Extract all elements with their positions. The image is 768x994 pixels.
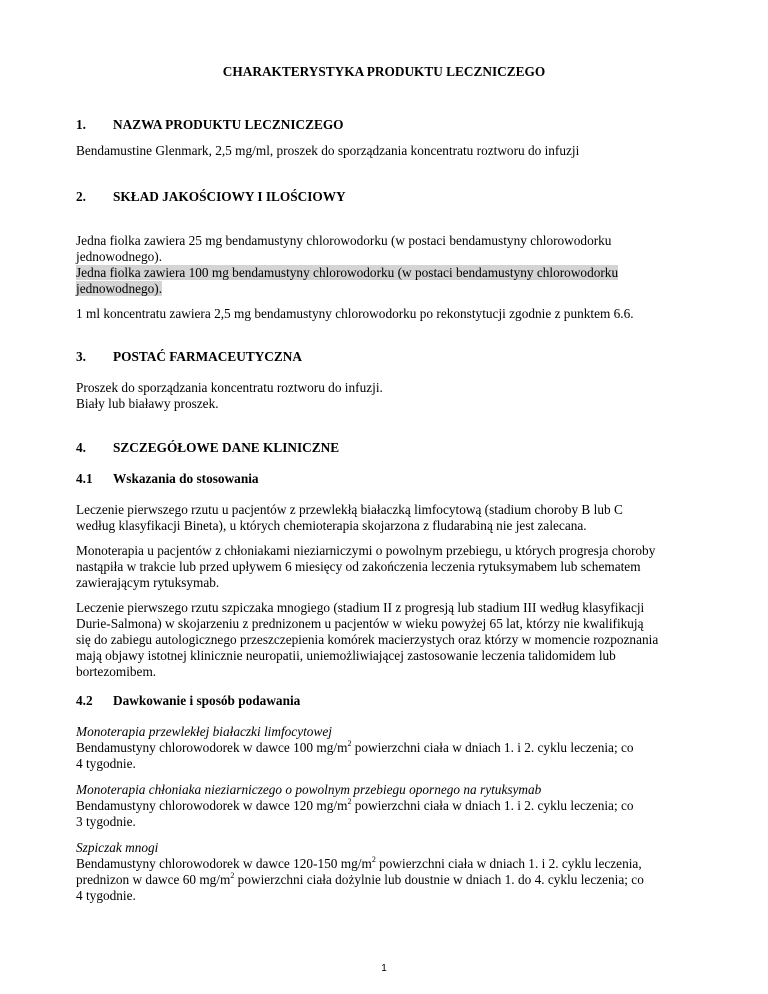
section-4-2-heading: [76, 693, 696, 709]
dosing-block-3-line1-post: powierzchni ciała w dniach 1. i 2. cyklu leczenia,: [375, 856, 642, 871]
section-2-p2-line1: Jedna fiolka zawiera 100 mg bendamustyny chlorowodorku (w postaci bendamustyny chlorowodorku: [76, 265, 619, 280]
section-4-heading: [76, 440, 696, 456]
section-4-1-paragraph-3: [76, 600, 696, 680]
section-2-p2-line2: jednowodnego).: [76, 281, 163, 296]
section-4-number: 4.: [76, 440, 86, 455]
s41-p2-line2: nastąpiła w trakcie lub przed upływem 6 miesięcy od zakończenia leczenia rytuksymabem lub schematem: [76, 559, 641, 574]
section-3-number: 3.: [76, 349, 86, 364]
section-4-1-heading: [76, 471, 696, 487]
section-4-1-title: Wskazania do stosowania: [113, 471, 259, 486]
section-3-line2: Biały lub białawy proszek.: [76, 396, 219, 411]
section-4-1-paragraph-1: [76, 502, 696, 534]
dosing-block-2: [76, 782, 696, 830]
section-1-heading: [76, 117, 696, 133]
dosing-block-1-line1-post: powierzchni ciała w dniach 1. i 2. cyklu leczenia; co: [351, 740, 634, 755]
section-4-title: SZCZEGÓŁOWE DANE KLINICZNE: [113, 440, 340, 455]
section-2-paragraph-3: 1 ml koncentratu zawiera 2,5 mg bendamustyny chlorowodorku po rekonstytucji zgodnie z punktem 6.6.: [76, 306, 634, 321]
section-3-heading: [76, 349, 696, 365]
section-2-title: SKŁAD JAKOŚCIOWY I ILOŚCIOWY: [113, 189, 346, 204]
section-4-1-number: 4.1: [76, 471, 93, 486]
section-1-text: Bendamustine Glenmark, 2,5 mg/ml, proszek do sporządzania koncentratu roztworu do infuzji: [76, 143, 580, 158]
section-2-p1-line1: Jedna fiolka zawiera 25 mg bendamustyny chlorowodorku (w postaci bendamustyny chlorowodorku: [76, 233, 612, 248]
section-1-title: NAZWA PRODUKTU LECZNICZEGO: [113, 117, 344, 132]
section-2-paragraph-1: [76, 233, 696, 265]
dosing-block-1-title: Monoterapia przewlekłej białaczki limfocytowej: [76, 724, 332, 739]
section-1-number: 1.: [76, 117, 86, 132]
dosing-block-3-line2-sup: 2: [230, 870, 235, 880]
s41-p3-line2: Durie-Salmona) w skojarzeniu z prednizonem u pacjentów w wieku powyżej 65 lat, którzy nie kwalifikują: [76, 616, 644, 631]
dosing-block-1-sup: 2: [347, 738, 352, 748]
dosing-block-2-title: Monoterapia chłoniaka nieziarniczego o powolnym przebiegu opornego na rytuksymab: [76, 782, 542, 797]
section-3-title: POSTAĆ FARMACEUTYCZNA: [113, 349, 302, 364]
dosing-block-3: [76, 840, 696, 904]
s41-p3-line5: bortezomibem.: [76, 664, 157, 679]
section-2-heading: [76, 189, 696, 205]
dosing-block-2-line1-post: powierzchni ciała w dniach 1. i 2. cyklu leczenia; co: [351, 798, 634, 813]
s41-p2-line1: Monoterapia u pacjentów z chłoniakami nieziarniczymi o powolnym przebiegu, u których progresja choroby: [76, 543, 656, 558]
document-title: CHARAKTERYSTYKA PRODUKTU LECZNICZEGO: [222, 64, 546, 79]
dosing-block-3-line2-post: powierzchni ciała dożylnie lub doustnie w dniach 1. do 4. cyklu leczenia; co: [234, 872, 644, 887]
s41-p3-line4: mają objawy istotnej klinicznie neuropatii, uniemożliwiającej zastosowanie leczenia talidomidem lub: [76, 648, 616, 663]
dosing-block-3-sup: 2: [371, 854, 376, 864]
section-2-paragraph-2-highlighted: [76, 265, 696, 297]
dosing-block-3-line3: 4 tygodnie.: [76, 888, 136, 903]
section-2-p1-line2: jednowodnego).: [76, 249, 163, 264]
s41-p1-line1: Leczenie pierwszego rzutu u pacjentów z przewlekłą białaczką limfocytową (stadium choroby B lub C: [76, 502, 623, 517]
section-4-2-number: 4.2: [76, 693, 93, 708]
dosing-block-1-line2: 4 tygodnie.: [76, 756, 136, 771]
dosing-block-2-line2: 3 tygodnie.: [76, 814, 136, 829]
section-3-line1: Proszek do sporządzania koncentratu roztworu do infuzji.: [76, 380, 383, 395]
s41-p3-line3: się do zabiegu autologicznego przeszczepienia komórek macierzystych oraz którzy w momencie rozpoznania: [76, 632, 659, 647]
dosing-block-2-line1-pre: Bendamustyny chlorowodorek w dawce 120 mg/m: [76, 798, 348, 813]
page-number: 1: [381, 963, 387, 974]
dosing-block-3-line2-pre: prednizon w dawce 60 mg/m: [76, 872, 231, 887]
section-3-text: [76, 380, 696, 412]
s41-p2-line3: zawierającym rytuksymab.: [76, 575, 220, 590]
section-4-2-title: Dawkowanie i sposób podawania: [113, 693, 301, 708]
dosing-block-2-sup: 2: [347, 796, 352, 806]
dosing-block-3-line1-pre: Bendamustyny chlorowodorek w dawce 120-150 mg/m: [76, 856, 372, 871]
section-4-1-paragraph-2: [76, 543, 696, 591]
section-2-number: 2.: [76, 189, 86, 204]
dosing-block-1: [76, 724, 696, 772]
dosing-block-3-title: Szpiczak mnogi: [76, 840, 159, 855]
s41-p3-line1: Leczenie pierwszego rzutu szpiczaka mnogiego (stadium II z progresją lub stadium III według klasyfikacji: [76, 600, 645, 615]
dosing-block-1-line1-pre: Bendamustyny chlorowodorek w dawce 100 mg/m: [76, 740, 348, 755]
s41-p1-line2: według klasyfikacji Bineta), u których chemioterapia skojarzona z fludarabiną nie jest zalecana.: [76, 518, 587, 533]
